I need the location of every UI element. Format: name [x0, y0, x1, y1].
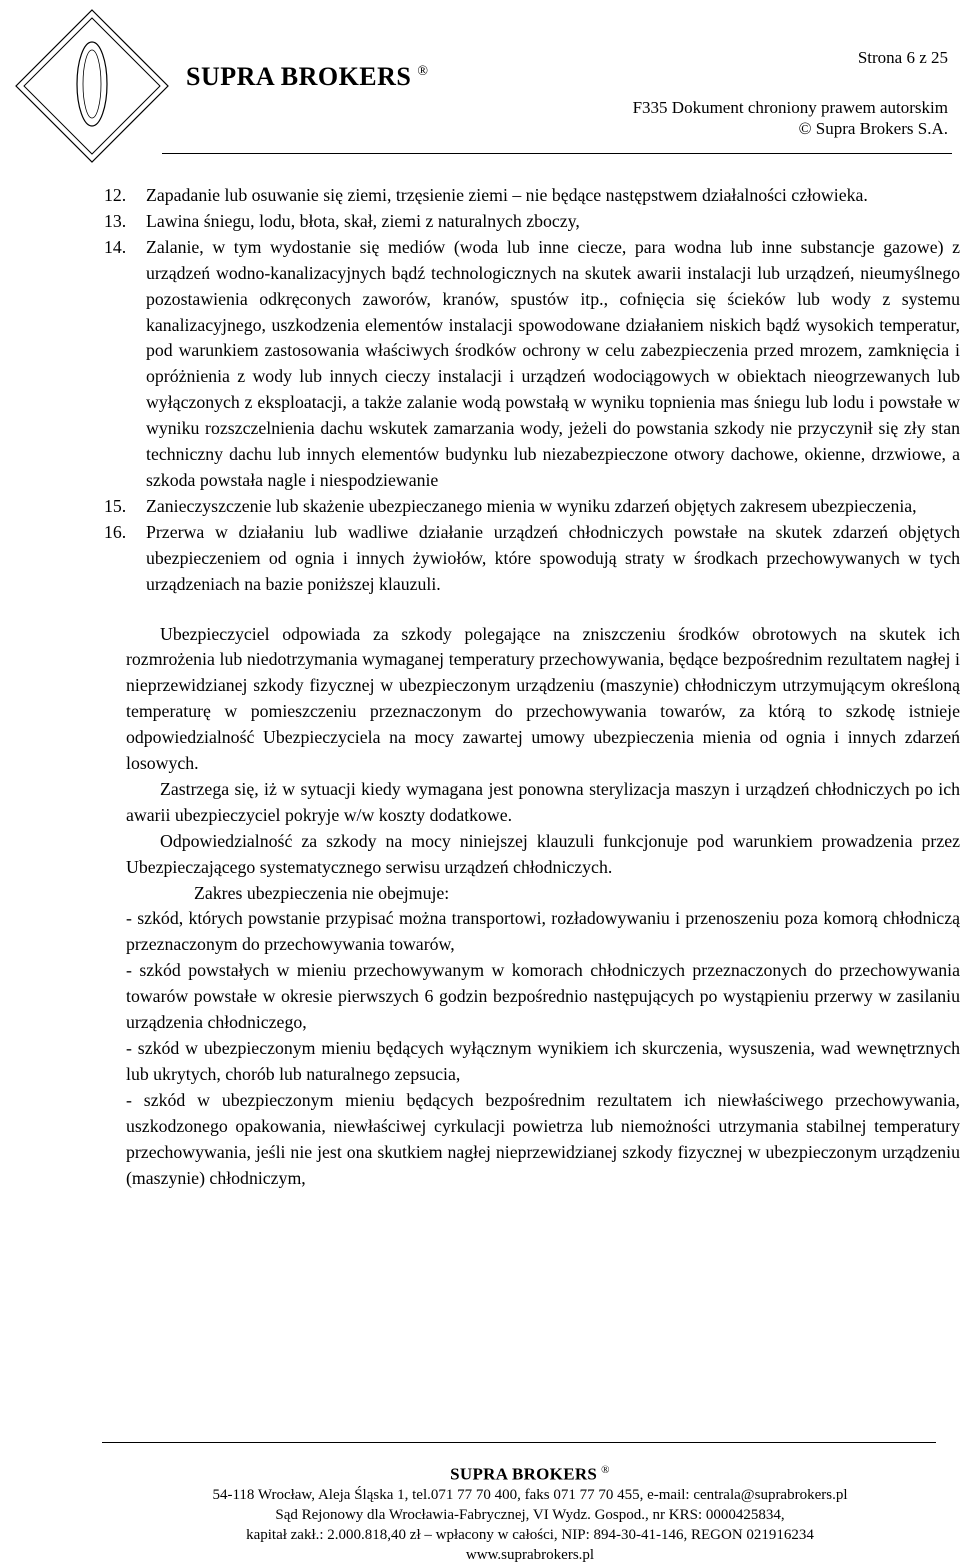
list-item-text: Zapadanie lub osuwanie się ziemi, trzęsienie ziemi – nie będące następstwem działalności człowieka.	[146, 185, 868, 205]
exclusion-item: - szkód w ubezpieczonym mieniu będących bezpośrednim rezultatem ich niewłaściwego przechowywania, uszkodzonego opakowania, niewłaściwej cyrkulacji powietrza lub niemożności utrzymania stabilnej temperatury przechowywania, jeśli nie jest ona skutkiem nagłej nieprzewidzianej szkody fizycznej w ubezpieczonym urządzeniu (maszynie) chłodniczym,	[126, 1089, 960, 1188]
footer-website[interactable]: www.suprabrokers.pl	[465, 1546, 595, 1563]
footer-capital: kapitał zakł.: 2.000.818,40 zł – wpłacony w całości, NIP: 894-30-41-146, REGON 021916234	[246, 1526, 814, 1543]
list-item-number: 16.	[104, 521, 127, 542]
document-body	[104, 183, 960, 1191]
copyright: © Supra Brokers S.A.	[798, 119, 948, 138]
list-item-text: Lawina śniegu, lodu, błota, skał, ziemi z naturalnych zboczy,	[146, 210, 580, 231]
list-item	[104, 209, 960, 235]
header-brand-name: SUPRA BROKERS	[186, 62, 412, 91]
registered-mark: ®	[417, 64, 429, 80]
footer-address: 54-118 Wrocław, Aleja Śląska 1, tel.071 77 70 400, faks 071 77 70 455, e-mail: centrala@suprabrokers.pl	[212, 1486, 848, 1503]
clause-paragraph: Ubezpieczyciel odpowiada za szkody polegające na zniszczeniu środków obrotowych na skutek ich rozmrożenia lub niedotrzymania wymaganej temperatury przechowywania, będące bezpośrednim rezultatem nagłej i nieprzewidzianej szkody fizycznej w ubezpieczonym urządzeniu (maszynie) chłodniczym utrzymującym określoną temperaturę w pomieszczeniu przeznaczonym do przechowywania towarów, za którą to szkodę istnieje odpowiedzialność Ubezpieczyciela na mocy zawartej umowy ubezpieczenia mienia od ognia i innych zdarzeń losowych.	[126, 623, 960, 774]
company-logo	[12, 6, 172, 166]
page-footer	[120, 1460, 940, 1565]
footer-divider	[102, 1442, 936, 1443]
header-divider	[162, 153, 952, 154]
list-item	[104, 494, 960, 520]
exclusion-item: - szkód powstałych w mieniu przechowywanym w komorach chłodniczych przeznaczonych do przechowywania towarów powstałe w okresie pierwszych 6 godzin bezpośrednio następujących po wystąpieniu przerwy w zasilaniu urządzenia chłodniczego,	[126, 960, 960, 1033]
footer-registered-mark: ®	[601, 1464, 610, 1476]
list-item-text: Przerwa w działaniu lub wadliwe działanie urządzeń chłodniczych powstałe na skutek zdarzeń objętych ubezpieczeniem od ognia i innych żywiołów, które spowodują straty w środkach przechowywanych w tych urządzeniach na bazie poniższej klauzuli.	[146, 521, 960, 594]
list-item-number: 14.	[104, 236, 127, 257]
list-item-number: 15.	[104, 495, 127, 516]
page-number: Strona 6 z 25	[857, 48, 948, 67]
exclusion-item: - szkód w ubezpieczonym mieniu będących wyłącznym wynikiem ich skurczenia, wysuszenia, wad wewnętrznych lub ukrytych, chorób lub naturalnego zepsucia,	[126, 1038, 960, 1084]
exclusion-item: - szkód, których powstanie przypisać można transportowi, rozładowywaniu i przenoszeniu poza komorą chłodniczą przeznaczonym do przechowywania towarów,	[126, 908, 960, 955]
list-item-text: Zalanie, w tym wydostanie się mediów (woda lub inne ciecze, para wodna lub inne substancje gazowe) z urządzeń wodno-kanalizacyjnych bądź technologicznych na skutek awarii instalacji lub urządzeń, nieumyślnego pozostawienia odkręconych zaworów, kranów, spustów itp., cofnięcia się ścieków lub wody z systemu kanalizacyjnego, uszkodzenia elementów instalacji spowodowane działaniem niskich bądź wysokich temperatur, pod warunkiem zastosowania właściwych środków ochrony w celu zabezpieczenia przed mrozem, zamknięcia i opróżnienia z wody lub innych cieczy instalacji i urządzeń wodociągowych w obiektach nieogrzewanych lub wyłączonych z eksploatacji, a także zalanie wodą powstałą w wyniku topnienia mas śniegu lub lodu i powstałe w wyniku rozszczelnienia dachu wskutek zamarzania wody, jeżeli do powstania szkody nie przyczynił się zły stan techniczny dachu lub innych elementów budynku lub niezabezpieczone otwory dachowe, okienne, drzwiowe, a szkoda powstała nagle i niespodziewanie	[146, 236, 960, 490]
clause-paragraph: Zastrzega się, iż w sytuacji kiedy wymagana jest ponowna sterylizacja maszyn i urządzeń chłodniczych po ich awarii ubezpieczyciel pokryje w/w koszty dodatkowe.	[126, 778, 960, 825]
list-item	[104, 183, 960, 209]
header-brand	[186, 62, 429, 92]
list-item-text: Zanieczyszczenie lub skażenie ubezpieczanego mienia w wyniku zdarzeń objętych zakresem ubezpieczenia,	[146, 495, 917, 516]
clause-paragraph: Odpowiedzialność za szkody na mocy niniejszej klauzuli funkcjonuje pod warunkiem prowadzenia przez Ubezpieczającego systematycznego serwisu urządzeń chłodniczych.	[126, 830, 960, 877]
footer-court: Sąd Rejonowy dla Wrocławia-Fabrycznej, VI Wydz. Gospod., nr KRS: 0000425834,	[275, 1506, 785, 1523]
footer-brand-name: SUPRA BROKERS	[450, 1464, 598, 1484]
list-item-number: 12.	[104, 185, 127, 205]
document-note	[633, 97, 948, 139]
doc-code: F335 Dokument chroniony prawem autorskim	[632, 98, 948, 117]
list-item	[104, 520, 960, 598]
list-item	[104, 235, 960, 494]
footer-brand	[120, 1460, 940, 1485]
list-item-number: 13.	[104, 210, 127, 231]
exclusions-heading: Zakres ubezpieczenia nie obejmuje:	[194, 882, 450, 903]
